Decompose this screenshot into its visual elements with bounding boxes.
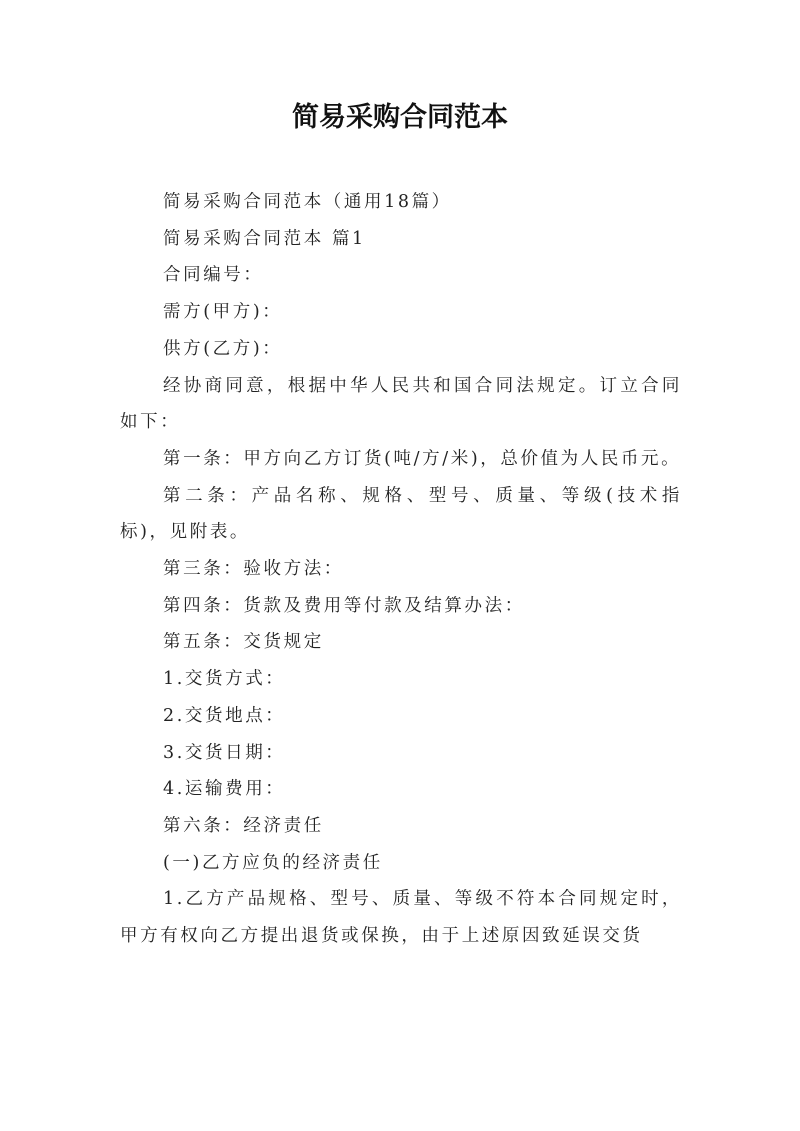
paragraph: 需方(甲方)： xyxy=(163,302,283,323)
document-body xyxy=(120,184,682,955)
paragraph: 供方(乙方)： xyxy=(163,338,283,359)
paragraph: 第五条：交货规定 xyxy=(163,632,324,653)
paragraph: 第四条：货款及费用等付款及结算办法： xyxy=(163,595,525,616)
paragraph: 简易采购合同范本（通用18篇） xyxy=(163,192,452,212)
paragraph: 经协商同意，根据中华人民共和国合同法规定。订立合同如下： xyxy=(120,375,682,433)
paragraph: 合同编号： xyxy=(163,265,264,286)
paragraph: 2.交货地点： xyxy=(163,705,286,726)
paragraph: 1.乙方产品规格、型号、质量、等级不符本合同规定时，甲方有权向乙方提出退货或保换，由于上述原因致延误交货 xyxy=(120,889,682,947)
document-title: 简易采购合同范本 xyxy=(292,102,508,133)
paragraph: 1.交货方式： xyxy=(163,669,286,690)
paragraph: 第二条：产品名称、规格、型号、质量、等级(技术指标)，见附表。 xyxy=(120,485,682,543)
paragraph: 第六条：经济责任 xyxy=(163,815,324,836)
paragraph: 第三条：验收方法： xyxy=(163,559,344,580)
paragraph: 第一条：甲方向乙方订货(吨/方/米)，总价值为人民币元。 xyxy=(163,448,682,469)
paragraph: 4.运输费用： xyxy=(163,779,286,800)
paragraph: 3.交货日期： xyxy=(163,742,286,763)
paragraph: 简易采购合同范本 篇1 xyxy=(163,228,366,249)
paragraph: (一)乙方应负的经济责任 xyxy=(163,852,383,873)
